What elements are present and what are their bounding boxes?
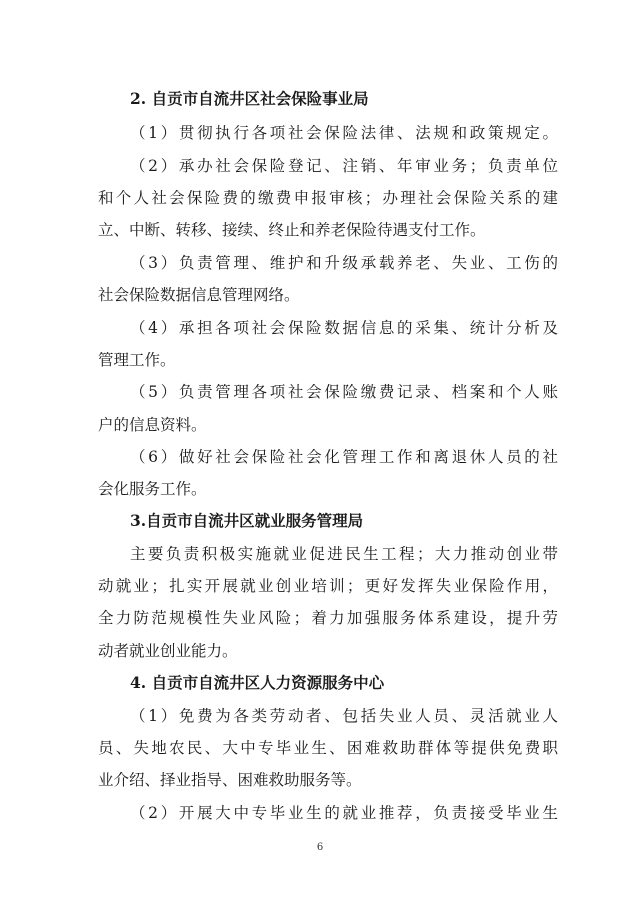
paragraph-line: 员、失地农民、大中专毕业生、困难救助群体等提供免费职 bbox=[98, 739, 558, 757]
paragraph-line: （3）负责管理、维护和升级承载养老、失业、工伤的 bbox=[130, 254, 558, 272]
section-heading-employment-service: 3.自贡市自流井区就业服务管理局 bbox=[130, 511, 364, 530]
paragraph-line: 管理工作。 bbox=[98, 351, 176, 369]
paragraph-line: 户的信息资料。 bbox=[98, 416, 207, 434]
paragraph-line: （2）承办社会保险登记、注销、年审业务；负责单位 bbox=[130, 157, 558, 175]
paragraph-line: （2）开展大中专毕业生的就业推荐，负责接受毕业生 bbox=[130, 804, 558, 822]
paragraph-line: 全力防范规模性失业风险；着力加强服务体系建设，提升劳 bbox=[98, 609, 558, 627]
section-heading-hr-service-center: 4. 自贡市自流井区人力资源服务中心 bbox=[130, 673, 385, 692]
paragraph-line: 动就业；扎实开展就业创业培训；更好发挥失业保险作用， bbox=[98, 577, 558, 595]
paragraph-line: （1）贯彻执行各项社会保险法律、法规和政策规定。 bbox=[130, 124, 558, 142]
paragraph-line: 社会保险数据信息管理网络。 bbox=[98, 286, 300, 304]
section-heading-social-insurance: 2. 自贡市自流井区社会保险事业局 bbox=[130, 89, 369, 108]
paragraph-line: （5）负责管理各项社会保险缴费记录、档案和个人账 bbox=[130, 383, 558, 401]
paragraph-line: （6）做好社会保险社会化管理工作和离退休人员的社 bbox=[130, 448, 558, 466]
paragraph-line: 动者就业创业能力。 bbox=[98, 642, 238, 660]
paragraph-line: （4）承担各项社会保险数据信息的采集、统计分析及 bbox=[130, 319, 558, 337]
paragraph-line: （1）免费为各类劳动者、包括失业人员、灵活就业人 bbox=[130, 707, 558, 725]
paragraph-line: 主要负责积极实施就业促进民生工程；大力推动创业带 bbox=[130, 545, 558, 563]
page-number: 6 bbox=[316, 842, 324, 853]
paragraph-line: 会化服务工作。 bbox=[98, 480, 207, 498]
paragraph-line: 立、中断、转移、接续、终止和养老保险待遇支付工作。 bbox=[98, 221, 486, 239]
paragraph-line: 业介绍、择业指导、困难救助服务等。 bbox=[98, 771, 362, 789]
paragraph-line: 和个人社会保险费的缴费申报审核；办理社会保险关系的建 bbox=[98, 189, 558, 207]
